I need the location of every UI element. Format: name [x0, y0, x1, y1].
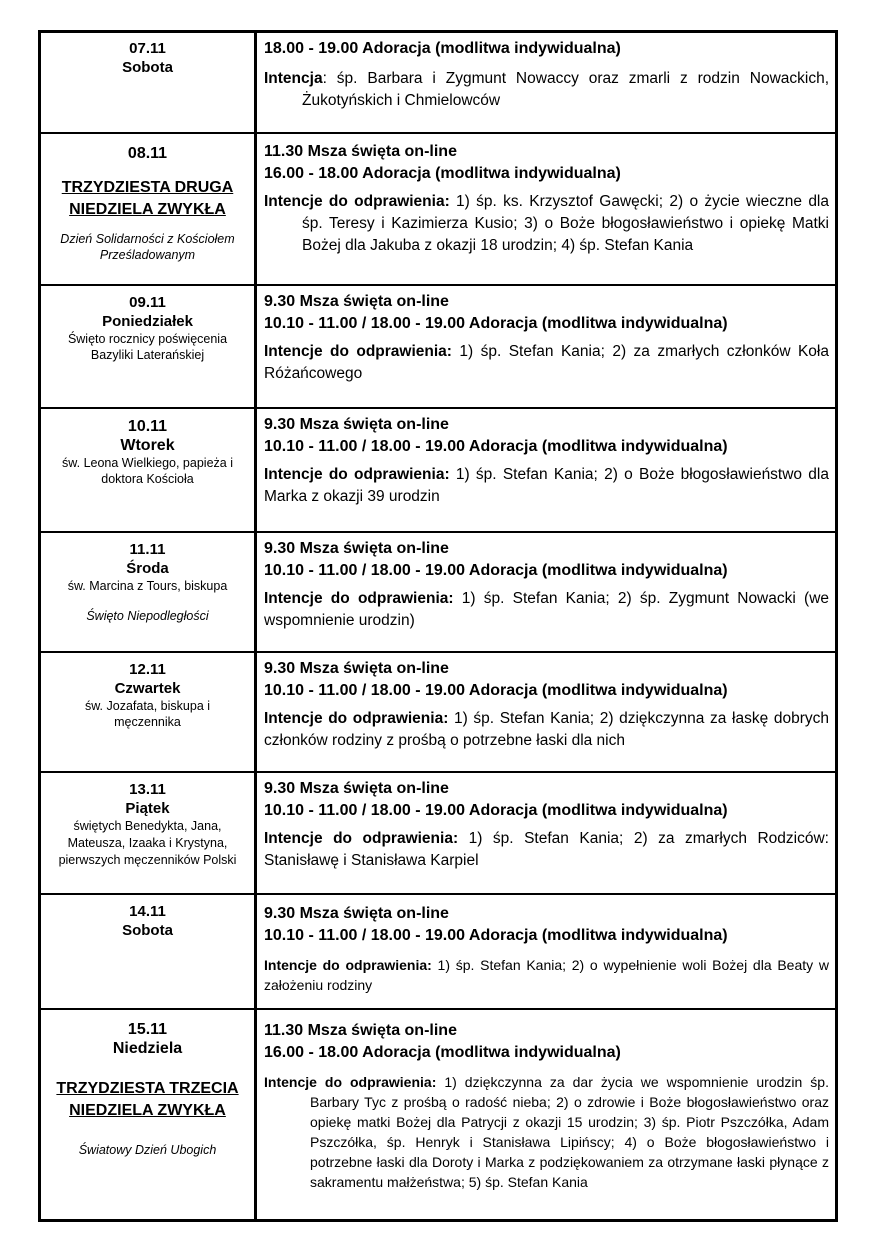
observance-note: Światowy Dzień Ubogich — [78, 1143, 217, 1157]
intention-label: Intencje do odprawienia: — [264, 343, 452, 360]
schedule-line: 9.30 Msza święta on-line — [264, 416, 449, 433]
table-row — [41, 134, 835, 286]
table-row — [41, 286, 835, 409]
day-cell — [41, 134, 257, 284]
intention — [264, 341, 829, 385]
table-row — [41, 895, 835, 1010]
intention — [264, 955, 829, 995]
liturgical-title: TRZYDZIESTA TRZECIA NIEDZIELA ZWYKŁA — [56, 1080, 239, 1119]
intention-text: 1) śp. Stefan Kania; 2) dziękczynna za łaskę dobrych członków rodziny z prośbą o potrzebne łaski dla nich — [264, 710, 829, 749]
intention-separator: : — [322, 70, 327, 87]
schedule-line: 10.10 - 11.00 / 18.00 - 19.00 Adoracja (modlitwa indywidualna) — [264, 562, 728, 579]
day-cell — [41, 653, 257, 771]
intention-label: Intencje do odprawienia: — [264, 466, 450, 483]
intention-text: 1) śp. Stefan Kania; 2) za zmarłych Rodziców: Stanisławę i Stanisława Karpiel — [264, 830, 829, 869]
intention-label: Intencje do odprawienia: — [264, 830, 459, 847]
schedule-table — [38, 30, 838, 1222]
schedule-line: 9.30 Msza święta on-line — [264, 660, 449, 677]
day-cell — [41, 533, 257, 651]
intention-label: Intencje do odprawienia: — [264, 193, 450, 210]
entry-cell — [257, 533, 835, 651]
entry-cell — [257, 1010, 835, 1219]
intention-text: 1) śp. Stefan Kania; 2) za zmarłych członków Koła Różańcowego — [264, 343, 829, 382]
intention — [264, 708, 829, 752]
entry-cell — [257, 286, 835, 407]
saint-note: św. Jozafata, biskupa i męczennika — [84, 699, 211, 729]
date: 10.11 — [127, 418, 168, 435]
intention-label: Intencje do odprawienia: — [264, 590, 454, 607]
saint-note: św. Leona Wielkiego, papieża i doktora Kościoła — [62, 456, 233, 486]
date: 15.11 — [127, 1021, 168, 1038]
date: 13.11 — [129, 781, 166, 798]
entry-cell — [257, 895, 835, 1008]
intention-label: Intencje do odprawienia: — [264, 710, 449, 727]
schedule-line: 9.30 Msza święta on-line — [264, 540, 449, 557]
day-name: Piątek — [125, 800, 170, 817]
date: 07.11 — [129, 40, 166, 57]
day-cell — [41, 409, 257, 531]
table-row — [41, 533, 835, 653]
day-cell — [41, 1010, 257, 1219]
intention-text: 1) dziękczynna za dar życia we wspomnienie urodzin śp. Barbary Tyc z prośbą o radość nieba; 2) o zdrowie i Boże błogosławieństwo oraz opiekę matki Bożej dla Patrycji z okazji 15 urodzin; 3) śp. Piotr Pszczółka, Adam Pszczółka, śp. Henryk i Stanisława Lipińscy; 4) o Boże błogosławieństwo i potrzebne łaski dla Doroty i Marka z podziękowaniem za otrzymane łaski płynące z sakramentu małżeństwa; 5) śp. Stefan Kania — [310, 1074, 829, 1190]
day-name: Sobota — [122, 922, 173, 939]
day-name: Wtorek — [120, 437, 175, 454]
day-name: Czwartek — [114, 680, 181, 697]
saint-note: świętych Benedykta, Jana, Mateusza, Izaaka i Krystyna, pierwszych męczenników Polski — [58, 819, 237, 867]
date: 12.11 — [129, 661, 166, 678]
intention-text: 1) śp. Stefan Kania; 2) śp. Zygmunt Nowacki (we wspomnienie urodzin) — [264, 590, 830, 629]
date: 08.11 — [127, 145, 168, 162]
table-row — [41, 773, 835, 895]
schedule-line: 9.30 Msza święta on-line — [264, 293, 449, 310]
intention — [264, 828, 829, 872]
intention-text: 1) śp. Stefan Kania; 2) o wypełnienie woli Bożej dla Beaty w założeniu rodziny — [264, 957, 829, 993]
day-cell — [41, 895, 257, 1008]
day-name: Środa — [126, 560, 169, 577]
observance-note: Święto Niepodległości — [86, 609, 209, 623]
intention — [264, 464, 829, 508]
table-row — [41, 1010, 835, 1219]
observance-note: Dzień Solidarności z Kościołem Prześladowanym — [60, 232, 235, 262]
saint-note: Święto rocznicy poświęcenia Bazyliki Laterańskiej — [67, 332, 228, 362]
intention-label: Intencje do odprawienia: — [264, 957, 432, 973]
table-row — [41, 33, 835, 134]
date: 11.11 — [129, 541, 166, 558]
schedule-line: 16.00 - 18.00 Adoracja (modlitwa indywidualna) — [264, 165, 621, 182]
date: 09.11 — [129, 294, 166, 311]
entry-cell — [257, 653, 835, 771]
table-row — [41, 653, 835, 773]
schedule-line: 10.10 - 11.00 / 18.00 - 19.00 Adoracja (modlitwa indywidualna) — [264, 682, 728, 699]
schedule-line: 10.10 - 11.00 / 18.00 - 19.00 Adoracja (modlitwa indywidualna) — [264, 927, 728, 944]
intention-text: śp. Barbara i Zygmunt Nowaccy oraz zmarli z rodzin Nowackich, Żukotyńskich i Chmielowców — [302, 70, 829, 109]
entry-cell — [257, 773, 835, 893]
schedule-line: 10.10 - 11.00 / 18.00 - 19.00 Adoracja (modlitwa indywidualna) — [264, 802, 728, 819]
entry-cell — [257, 134, 835, 284]
intention-text: 1) śp. ks. Krzysztof Gawęcki; 2) o życie wieczne dla śp. Teresy i Kazimierza Kusio; 3) o Boże błogosławieństwo i opiekę Matki Bożej dla Jakuba z okazji 18 urodzin; 4) śp. Stefan Kania — [302, 193, 830, 254]
liturgical-title: TRZYDZIESTA DRUGA NIEDZIELA ZWYKŁA — [61, 179, 234, 218]
schedule-line: 11.30 Msza święta on-line — [264, 1022, 457, 1039]
day-name: Niedziela — [112, 1040, 183, 1057]
schedule-line: 9.30 Msza święta on-line — [264, 780, 449, 797]
date: 14.11 — [129, 903, 166, 920]
day-cell — [41, 773, 257, 893]
schedule-line: 16.00 - 18.00 Adoracja (modlitwa indywidualna) — [264, 1044, 621, 1061]
day-cell — [41, 33, 257, 132]
intention-label: Intencja — [264, 70, 323, 87]
schedule-line: 9.30 Msza święta on-line — [264, 905, 449, 922]
saint-note: św. Marcina z Tours, biskupa — [67, 579, 228, 593]
intention — [264, 191, 829, 257]
intention — [264, 588, 829, 632]
schedule-line: 11.30 Msza święta on-line — [264, 143, 457, 160]
intention — [264, 68, 829, 112]
intention — [264, 1072, 829, 1192]
table-row — [41, 409, 835, 533]
day-cell — [41, 286, 257, 407]
schedule-line: 18.00 - 19.00 Adoracja (modlitwa indywidualna) — [264, 40, 621, 57]
day-name: Sobota — [122, 59, 173, 76]
day-name: Poniedziałek — [102, 313, 193, 330]
schedule-line: 10.10 - 11.00 / 18.00 - 19.00 Adoracja (modlitwa indywidualna) — [264, 315, 728, 332]
schedule-line: 10.10 - 11.00 / 18.00 - 19.00 Adoracja (modlitwa indywidualna) — [264, 438, 728, 455]
entry-cell — [257, 409, 835, 531]
intention-text: 1) śp. Stefan Kania; 2) o Boże błogosławieństwo dla Marka z okazji 39 urodzin — [264, 466, 829, 505]
intention-label: Intencje do odprawienia: — [264, 1074, 437, 1090]
entry-cell — [257, 33, 835, 132]
